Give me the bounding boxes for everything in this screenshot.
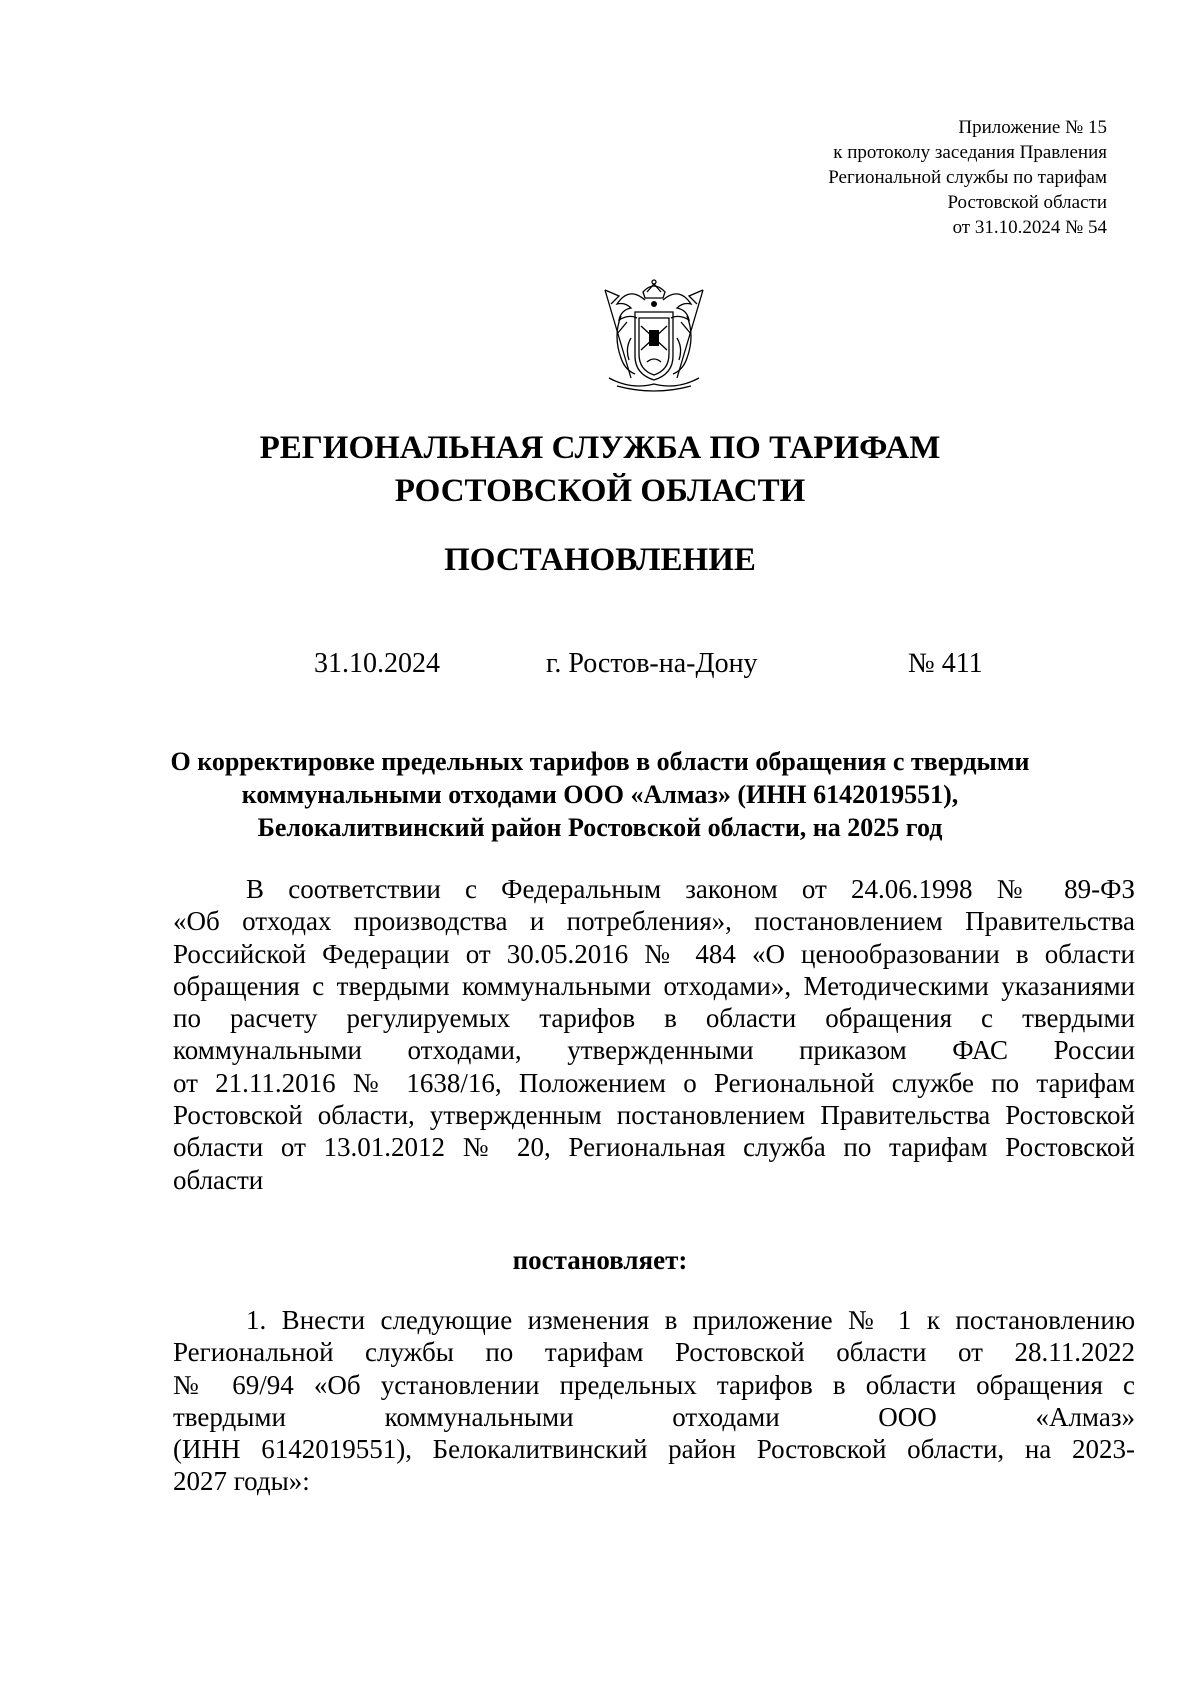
agency-title: РОСТОВСКОЙ ОБЛАСТИ — [394, 473, 806, 509]
preamble-paragraph — [173, 873, 1135, 1196]
subject-line: Белокалитвинский район Ростовской области, на 2025 год — [257, 813, 943, 842]
item-1-line: (ИНН 6142019551), Белокалитвинский район Ростовской области, на 2023- — [173, 1434, 1135, 1465]
subject-line: коммунальными отходами ООО «Алмаз» (ИНН 6142019551), — [241, 780, 959, 809]
appendix-note-line: Региональной службы по тарифам — [828, 167, 1107, 188]
document-date: 31.10.2024 — [314, 648, 440, 679]
preamble-line: области от 13.01.2012 № 20, Региональная служба по тарифам Ростовской — [173, 1132, 1135, 1163]
document-type: ПОСТАНОВЛЕНИЕ — [444, 542, 756, 578]
appendix-note-line: Приложение № 15 — [958, 117, 1107, 138]
appendix-note-line: Ростовской области — [947, 192, 1107, 213]
document-number: № 411 — [908, 648, 983, 679]
item-1-line: 1. Внести следующие изменения в приложение № 1 к постановлению — [246, 1305, 1135, 1335]
preamble-line: В соответствии с Федеральным законом от 24.06.1998 № 89-ФЗ — [246, 874, 1135, 904]
appendix-note — [547, 115, 1107, 240]
preamble-line: области — [173, 1164, 264, 1195]
item-1-paragraph — [173, 1304, 1135, 1498]
preamble-line: от 21.11.2016 № 1638/16, Положением о Региональной службе по тарифам — [173, 1067, 1135, 1098]
coat-of-arms-emblem — [591, 278, 717, 396]
appendix-note-line: к протоколу заседания Правления — [833, 142, 1107, 163]
document-subject — [0, 745, 1200, 844]
preamble-line: по расчету регулируемых тарифов в области обращения с твердыми — [173, 1003, 1135, 1034]
item-1-line: твердыми коммунальными отходами ООО «Алмаз» — [173, 1401, 1135, 1432]
preamble-line: «Об отходах производства и потребления», постановлением Правительства — [173, 906, 1135, 937]
preamble-line: коммунальными отходами, утвержденными приказом ФАС России — [173, 1035, 1135, 1066]
agency-title: РЕГИОНАЛЬНАЯ СЛУЖБА ПО ТАРИФАМ — [259, 430, 941, 466]
preamble-line: Российской Федерации от 30.05.2016 № 484 «О ценообразовании в области — [173, 938, 1135, 969]
item-1-line: Региональной службы по тарифам Ростовской области от 28.11.2022 — [173, 1337, 1135, 1368]
subject-line: О корректировке предельных тарифов в области обращения с твердыми — [170, 747, 1030, 776]
item-1-line: № 69/94 «Об установлении предельных тарифов в области обращения с — [173, 1369, 1135, 1400]
resolves-heading: постановляет: — [512, 1245, 688, 1275]
preamble-line: обращения с твердыми коммунальными отходами», Методическими указаниями — [173, 970, 1135, 1001]
item-1-line: 2027 годы»: — [173, 1466, 310, 1497]
appendix-note-line: от 31.10.2024 № 54 — [952, 217, 1107, 238]
preamble-line: Ростовской области, утвержденным постановлением Правительства Ростовской — [173, 1100, 1135, 1131]
document-place: г. Ростов-на-Дону — [546, 648, 758, 679]
